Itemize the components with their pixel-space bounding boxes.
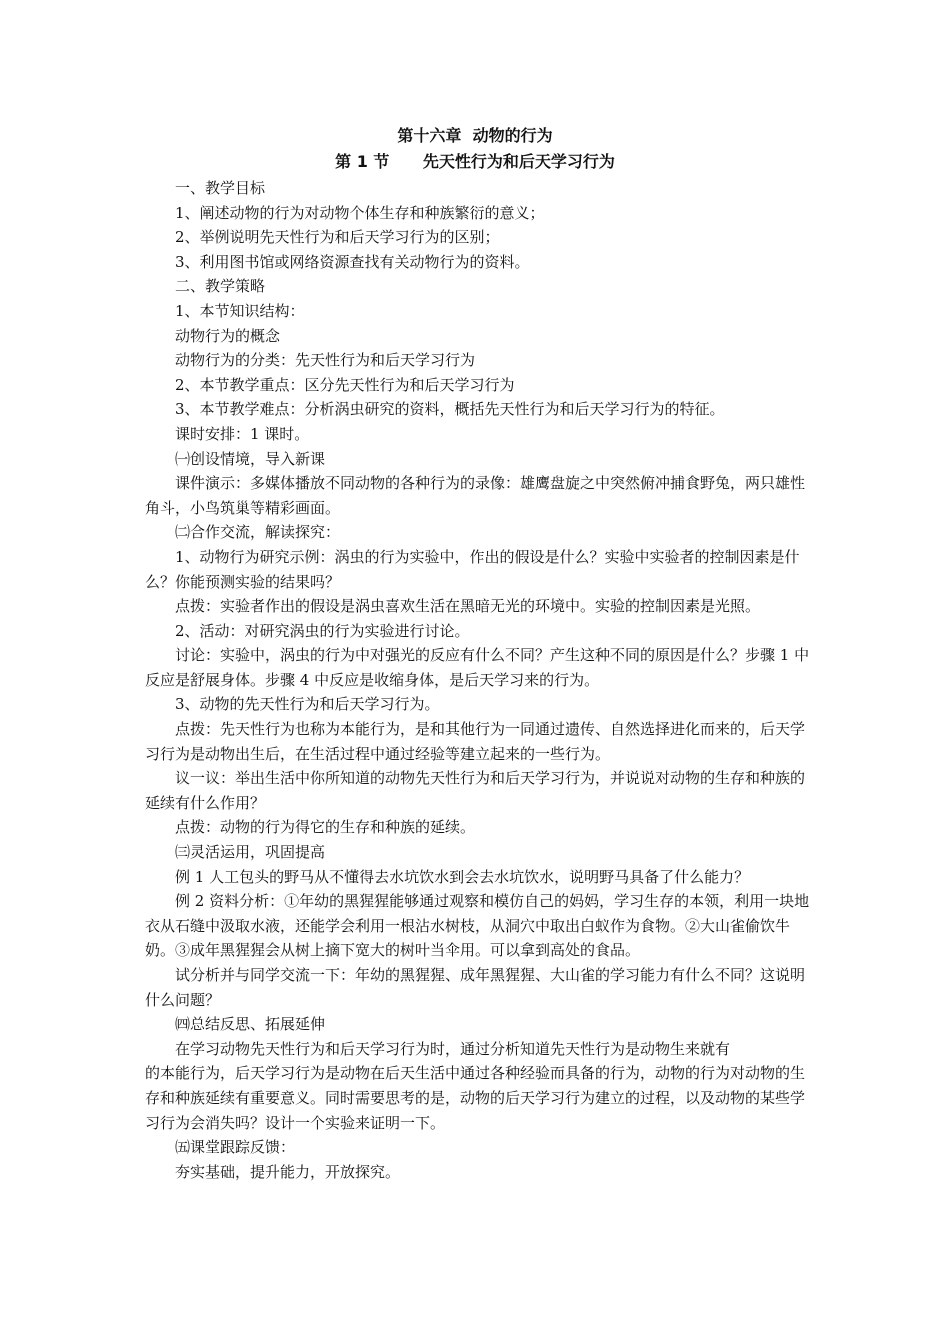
goal-item-2: 2、举例说明先天性行为和后天学习行为的区别； (175, 228, 500, 247)
courseware-demo: 课件演示：多媒体播放不同动物的各种行为的录像：雄鹰盘旋之中突然俯冲捕食野兔，两只雄性角斗，小鸟筑巢等精彩画面。 (145, 474, 806, 517)
knowledge-structure: 1、本节知识结构： (175, 301, 305, 320)
step-5-heading: ㈤课堂跟踪反馈： (175, 1138, 296, 1157)
document-body (145, 176, 810, 1184)
goal-item-1: 1、阐述动物的行为对动物个体生存和种族繁衍的意义； (175, 203, 545, 222)
step-1-heading: ㈠创设情境，导入新课 (175, 449, 326, 468)
behavior-concept: 动物行为的概念 (175, 326, 281, 345)
example-2: 例 2 资料分析：①年幼的黑猩猩能够通过观察和模仿自己的妈妈，学习生存的本领，利用一块地衣从石缝中汲取水液，还能学会利用一根沾水树枝，从洞穴中取出白蚁作为食物。②大山雀偷饮牛奶。③成年黑猩猩会从树上摘下宽大的树叶当伞用。可以拿到高处的食品。 (145, 892, 810, 960)
summary-continued: 的本能行为，后天学习行为是动物在后天生活中通过各种经验而具备的行为，动物的行为对动物的生存和种族延续有重要意义。同时需要思考的是，动物的后天学习行为建立的过程，以及动物的某些学习行为会消失吗？设计一个实验来证明一下。 (145, 1064, 806, 1132)
think-about-it: 议一议：举出生活中你所知道的动物先天性行为和后天学习行为，并说说对动物的生存和种族的延续有什么作用？ (145, 769, 806, 812)
chapter-title: 第十六章 动物的行为 (397, 126, 553, 145)
research-example: 1、动物行为研究示例：涡虫的行为实验中，作出的假设是什么？实验中实验者的控制因素是什么？你能预测实验的结果吗？ (145, 547, 800, 591)
difficult-point: 3、本节教学难点：分析涡虫研究的资料，概括先天性行为和后天学习行为的特征。 (175, 400, 725, 419)
feedback-text: 夯实基础，提升能力，开放探究。 (175, 1162, 401, 1181)
heading-teaching-goals: 一、教学目标 (175, 179, 266, 197)
hint-3: 点拨：动物的行为得它的生存和种族的延续。 (175, 818, 476, 837)
summary-line-1: 在学习动物先天性行为和后天学习行为时，通过分析知道先天性行为是动物生来就有 (175, 1039, 731, 1058)
innate-and-learned: 3、动物的先天性行为和后天学习行为。 (175, 695, 440, 714)
class-schedule: 课时安排：1 课时。 (175, 424, 310, 443)
section-title: 第 1 节 先天性行为和后天学习行为 (335, 152, 615, 171)
analysis-question: 试分析并与同学交流一下：年幼的黑猩猩、成年黑猩猩、大山雀的学习能力有什么不同？这说明什么问题？ (145, 966, 806, 1009)
behavior-classification: 动物行为的分类：先天性行为和后天学习行为 (175, 351, 476, 370)
key-point: 2、本节教学重点：区分先天性行为和后天学习行为 (175, 375, 515, 394)
activity: 2、活动：对研究涡虫的行为实验进行讨论。 (175, 621, 470, 640)
step-2-heading: ㈡合作交流，解读探究： (175, 523, 341, 542)
discussion: 讨论：实验中，涡虫的行为中对强光的反应有什么不同？产生这种不同的原因是什么？步骤 1 中反应是舒展身体。步骤 4 中反应是收缩身体，是后天学习来的行为。 (145, 646, 810, 689)
hint-1: 点拨：实验者作出的假设是涡虫喜欢生活在黑暗无光的环境中。实验的控制因素是光照。 (175, 597, 761, 616)
goal-item-3: 3、利用图书馆或网络资源查找有关动物行为的资料。 (175, 252, 530, 271)
example-1: 例 1 人工包头的野马从不懂得去水坑饮水到会去水坑饮水，说明野马具备了什么能力？ (175, 867, 750, 886)
heading-teaching-strategy: 二、教学策略 (175, 277, 266, 296)
step-4-heading: ㈣总结反思、拓展延伸 (175, 1015, 326, 1034)
step-3-heading: ㈢灵活运用，巩固提高 (175, 843, 326, 862)
hint-2: 点拨：先天性行为也称为本能行为，是和其他行为一同通过遗传、自然选择进化而来的，后天学习行为是动物出生后，在生活过程中通过经验等建立起来的一些行为。 (145, 720, 806, 763)
